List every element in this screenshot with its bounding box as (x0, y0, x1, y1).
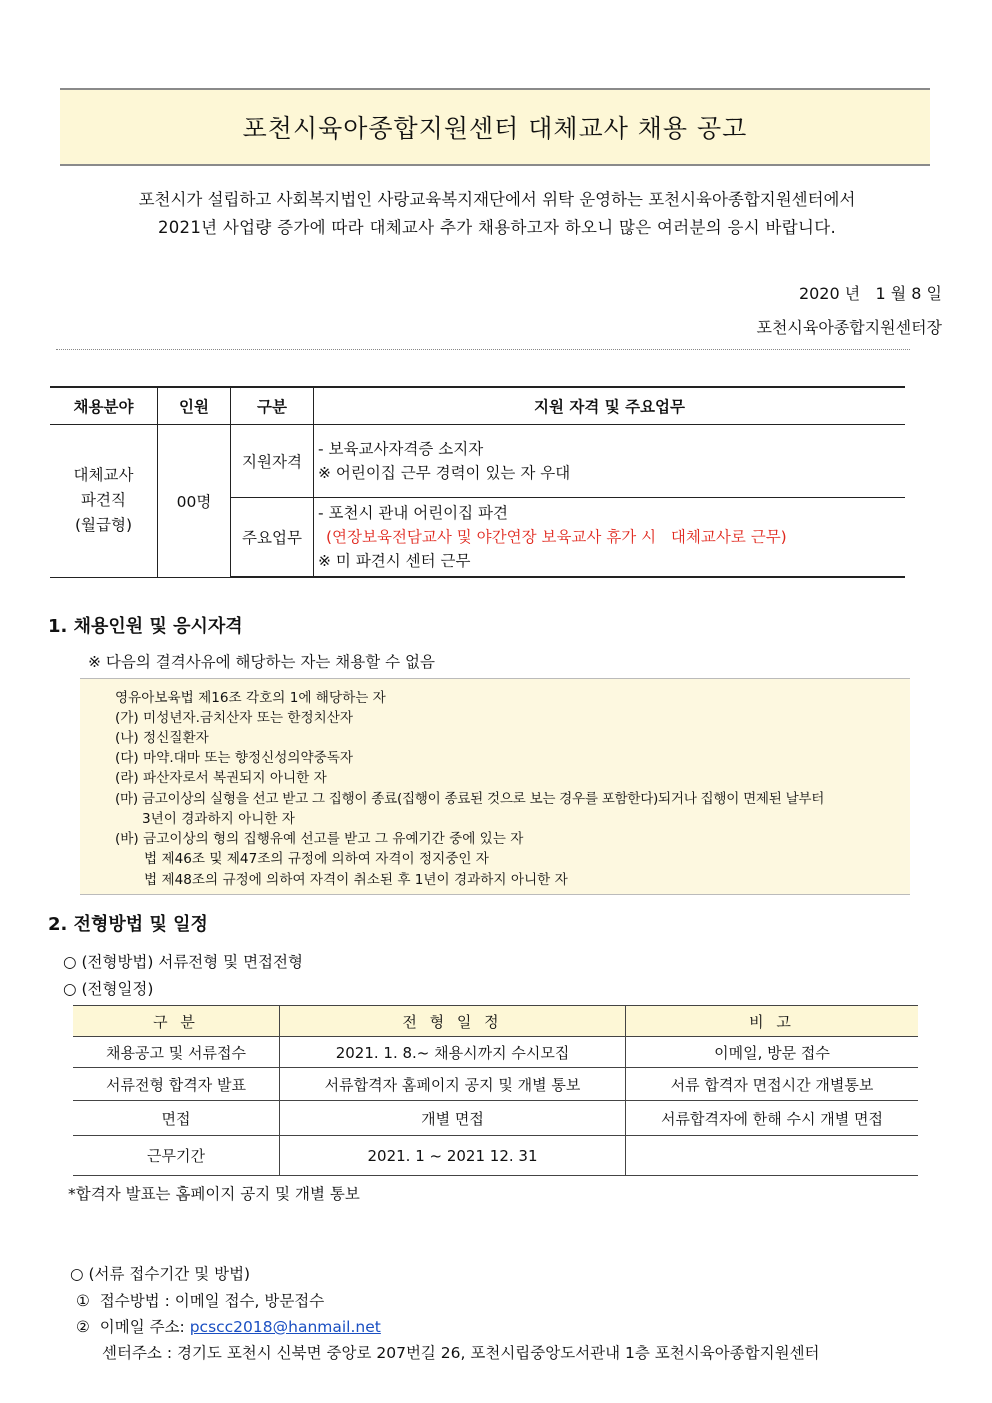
email-link[interactable]: pcscc2018@hanmail.net (189, 1318, 381, 1336)
announcement-date: 2020 년 1 월 8 일 (798, 284, 942, 303)
qualification-line-1: - 보육교사자격증 소지자 (318, 440, 484, 458)
disq-line-7: (바) 금고이상의 형의 집행유예 선고를 받고 그 유예기간 중에 있는 자 (115, 831, 524, 847)
disqualification-box (80, 678, 910, 895)
schedule-cell: 이메일, 방문 접수 (626, 1037, 919, 1068)
qualification-label: 지원자격 (231, 425, 314, 498)
schedule-cell: 개별 면접 (280, 1101, 626, 1136)
header-count: 인원 (158, 387, 231, 425)
header-qualification: 지원 자격 및 주요업무 (314, 387, 906, 425)
schedule-cell: 2021. 1 ~ 2021 12. 31 (280, 1136, 626, 1176)
disq-line-1: (가) 미성년자.금치산자 또는 한정치산자 (115, 710, 353, 726)
page-title-text: 포천시육아종합지원센터 대체교사 채용 공고 (242, 114, 748, 143)
schedule-cell: 서류 합격자 면접시간 개별통보 (626, 1068, 919, 1101)
recruit-table (50, 386, 905, 578)
schedule-cell: 근무기간 (73, 1136, 280, 1176)
submission-email-row (76, 1315, 381, 1337)
schedule-cell: 서류합격자 홈페이지 공지 및 개별 통보 (280, 1068, 626, 1101)
disqualification-note: ※ 다음의 결격사유에 해당하는 자는 채용할 수 없음 (88, 653, 435, 671)
schedule-label: ○ (전형일정) (63, 980, 154, 998)
intro-line-2: 2021년 사업량 증가에 따라 대체교사 추가 채용하고자 하오니 많은 여러분의 응시 바랍니다. (157, 218, 837, 237)
result-footnote: *합격자 발표는 홈페이지 공지 및 개별 통보 (68, 1185, 360, 1203)
intro-line-1: 포천시가 설립하고 사회복지법인 사랑교육복지재단에서 위탁 운영하는 포천시육아종합지원센터에서 (138, 190, 856, 209)
disq-line-8: 법 제46조 및 제47조의 규정에 의하여 자격이 정지중인 자 (144, 851, 489, 867)
schedule-row (73, 1101, 918, 1136)
field-line-1: 대체교사 (73, 466, 134, 485)
recruit-field-cell (50, 425, 158, 578)
disq-line-5: (마) 금고이상의 실형을 선고 받고 그 집행이 종료(집행이 종료된 것으로 보는 경우를 포함한다)되거나 집행이 면제된 날부터 (115, 791, 825, 807)
center-address: 센터주소 : 경기도 포천시 신북면 중앙로 207번길 26, 포천시립중앙도서관내 1층 포천시육아종합지원센터 (102, 1344, 820, 1362)
section-2-heading: 2. 전형방법 및 일정 (48, 914, 208, 935)
page-title (60, 88, 930, 166)
schedule-row (73, 1037, 918, 1068)
submission-method: ① 접수방법 : 이메일 접수, 방문접수 (76, 1292, 325, 1310)
header-category: 구분 (231, 387, 314, 425)
schedule-cell: 면접 (73, 1101, 280, 1136)
disq-line-6: 3년이 경과하지 아니한 자 (142, 811, 295, 827)
schedule-cell: 서류합격자에 한해 수시 개별 면접 (626, 1101, 919, 1136)
schedule-header-remark: 비 고 (626, 1006, 919, 1037)
schedule-cell: 2021. 1. 8.~ 채용시까지 수시모집 (280, 1037, 626, 1068)
header-field: 채용분야 (50, 387, 158, 425)
disq-line-4: (라) 파산자로서 복권되지 아니한 자 (115, 770, 327, 786)
schedule-header-category: 구 분 (73, 1006, 280, 1037)
selection-method: ○ (전형방법) 서류전형 및 면접전형 (63, 953, 303, 971)
duty-line-2: (연장보육전담교사 및 야간연장 보육교사 휴가 시 대체교사로 근무) (326, 528, 787, 546)
qualification-line-2: ※ 어린이집 근무 경력이 있는 자 우대 (318, 464, 571, 482)
intro-paragraph (60, 186, 934, 242)
disq-line-2: (나) 정신질환자 (115, 730, 209, 746)
duty-cell (314, 498, 906, 578)
email-label: ② 이메일 주소: (76, 1318, 190, 1336)
duty-label: 주요업무 (231, 498, 314, 578)
section-1-heading: 1. 채용인원 및 응시자격 (48, 616, 243, 637)
qualification-cell (314, 425, 906, 498)
dotted-divider (56, 349, 910, 350)
duty-line-3: ※ 미 파견시 센터 근무 (318, 552, 471, 570)
schedule-cell: 채용공고 및 서류접수 (73, 1037, 280, 1068)
submission-heading: ○ (서류 접수기간 및 방법) (70, 1265, 251, 1283)
schedule-table (73, 1005, 918, 1176)
schedule-row (73, 1136, 918, 1176)
recruit-count-cell: 00명 (158, 425, 231, 578)
schedule-cell: 서류전형 합격자 발표 (73, 1068, 280, 1101)
schedule-cell (626, 1136, 919, 1176)
recruit-table-header (50, 387, 905, 425)
field-line-2: 파견직 (81, 491, 126, 510)
disq-line-9: 법 제48조의 규정에 의하여 자격이 취소된 후 1년이 경과하지 아니한 자 (144, 872, 568, 888)
schedule-header-date: 전 형 일 정 (280, 1006, 626, 1037)
disq-line-3: (다) 마약.대마 또는 향정신성의약중독자 (115, 750, 353, 766)
recruit-row-qualification (50, 425, 905, 498)
field-line-3: (월급형) (74, 516, 132, 535)
disq-line-0: 영유아보육법 제16조 각호의 1에 해당하는 자 (115, 690, 386, 706)
schedule-row (73, 1068, 918, 1101)
duty-line-1: - 포천시 관내 어린이집 파견 (318, 504, 509, 522)
organization-head: 포천시육아종합지원센터장 (756, 318, 942, 337)
schedule-header (73, 1006, 918, 1037)
